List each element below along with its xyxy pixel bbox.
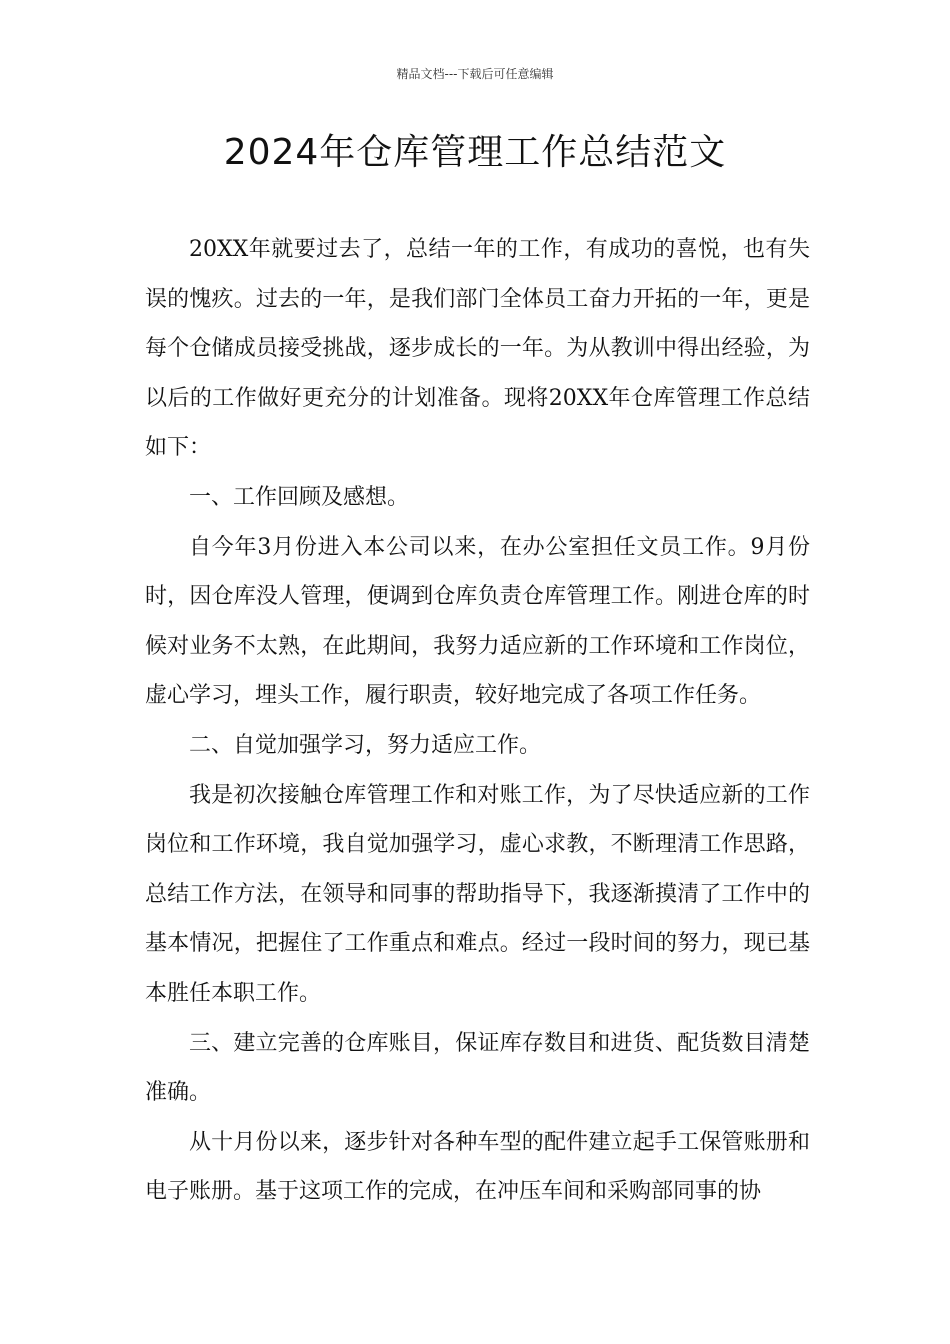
paragraph-review: 自今年3月份进入本公司以来，在办公室担任文员工作。9月份时，因仓库没人管理，便调到仓库负责仓库管理工作。刚进仓库的时候对业务不太熟，在此期间，我努力适应新的工作环境和工作岗位，虚心学习，埋头工作，履行职责，较好地完成了各项工作任务。 (145, 534, 810, 709)
section-heading-review: 一、工作回顾及感想。 (189, 484, 410, 510)
paragraph-intro: 20XX年就要过去了，总结一年的工作，有成功的喜悦，也有失误的愧疚。过去的一年，是我们部门全体员工奋力开拓的一年，更是每个仓储成员接受挑战，逐步成长的一年。为从教训中得出经验，为以后的工作做好更充分的计划准备。现将20XX年仓库管理工作总结如下： (145, 237, 810, 461)
section-heading-accounts: 三、建立完善的仓库账目，保证库存数目和进货、配货数目清楚准确。 (145, 1030, 810, 1106)
section-heading-learning: 二、自觉加强学习，努力适应工作。 (189, 732, 542, 758)
document-body (145, 225, 810, 1217)
paragraph-accounts: 从十月份以来，逐步针对各种车型的配件建立起手工保管账册和电子账册。基于这项工作的完成，在冲压车间和采购部同事的协 (145, 1129, 810, 1205)
document-title: 2024年仓库管理工作总结范文 (223, 132, 727, 173)
paragraph-learning: 我是初次接触仓库管理工作和对账工作，为了尽快适应新的工作岗位和工作环境，我自觉加强学习，虚心求教，不断理清工作思路，总结工作方法，在领导和同事的帮助指导下，我逐渐摸清了工作中的基本情况，把握住了工作重点和难点。经过一段时间的努力，现已基本胜任本职工作。 (145, 782, 810, 1006)
document-header-note: 精品文档---下载后可任意编辑 (396, 67, 554, 81)
